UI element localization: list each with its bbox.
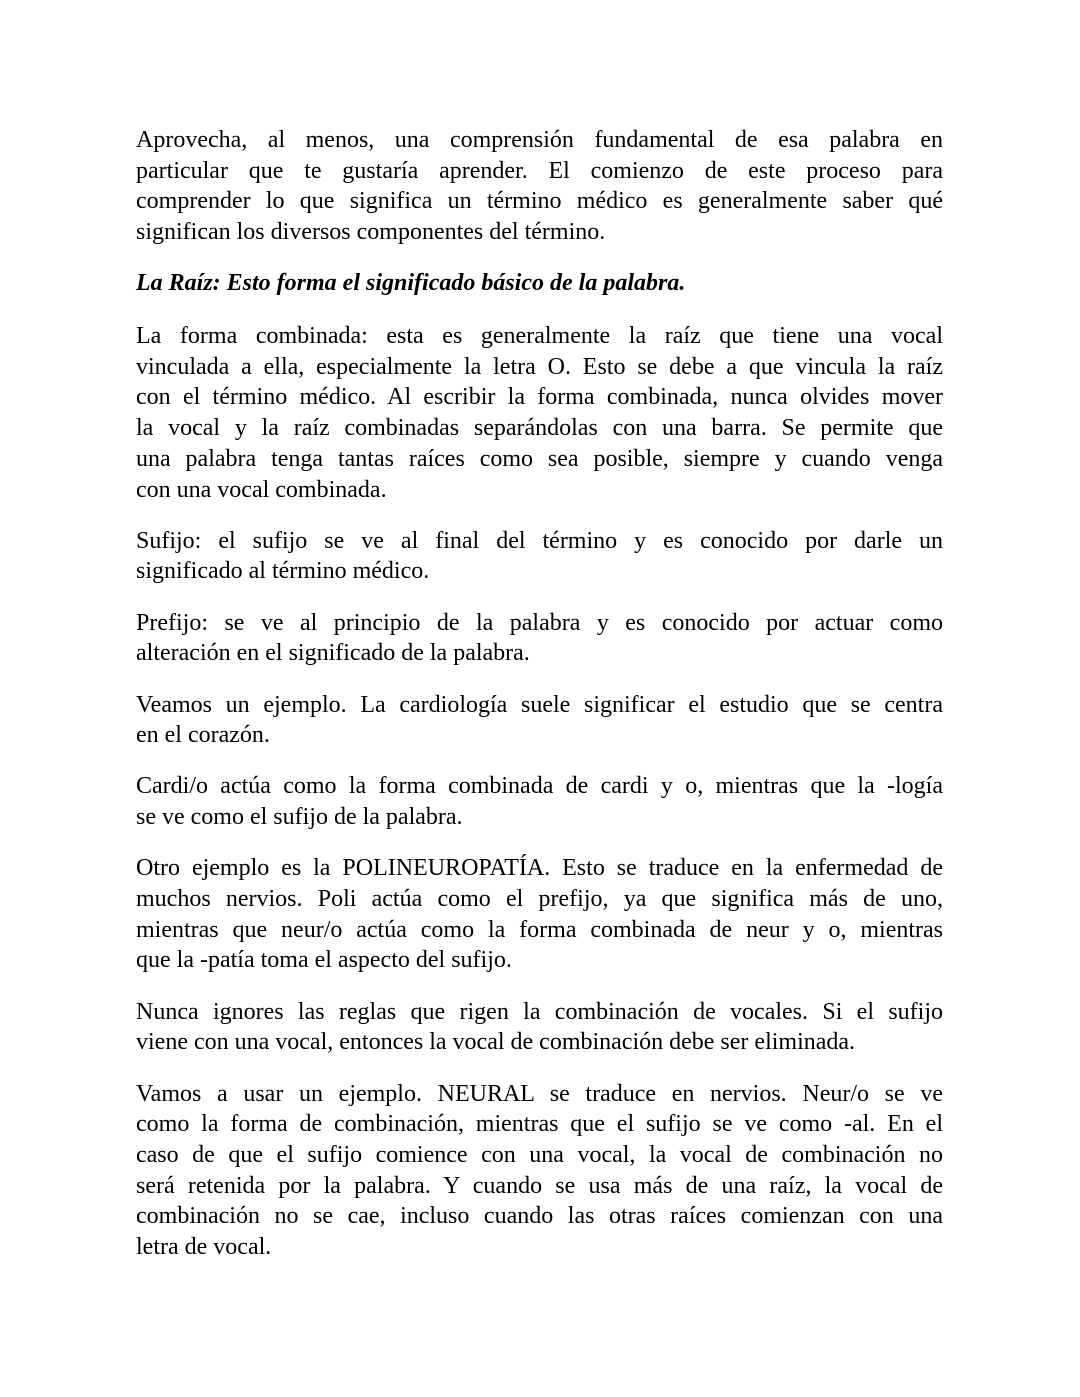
paragraph	[136, 526, 943, 587]
text-line: la vocal y la raíz combinadas separándolas con una barra. Se permite que	[136, 415, 943, 442]
text-line: Nunca ignores las reglas que rigen la combinación de vocales. Si el sufijo	[136, 998, 943, 1025]
text-line: La forma combinada: esta es generalmente la raíz que tiene una vocal	[136, 323, 943, 350]
text-line: Sufijo: el sufijo se ve al final del término y es conocido por darle un	[136, 527, 943, 554]
text-line: Aprovecha, al menos, una comprensión fundamental de esa palabra en	[136, 127, 943, 153]
text-line: combinación no se cae, incluso cuando las otras raíces comienzan con una	[136, 1203, 943, 1230]
paragraph	[136, 690, 943, 751]
text-line: particular que te gustaría aprender. El comienzo de este proceso para	[136, 157, 943, 184]
paragraph	[136, 1079, 943, 1263]
text-line: alteración en el significado de la palabra.	[136, 640, 530, 667]
text-line: Vamos a usar un ejemplo. NEURAL se traduce en nervios. Neur/o se ve	[136, 1080, 943, 1107]
text-line: viene con una vocal, entonces la vocal de combinación debe ser eliminada.	[136, 1029, 856, 1056]
section-heading	[136, 268, 943, 299]
text-line: con el término médico. Al escribir la forma combinada, nunca olvides mover	[136, 384, 943, 411]
text-line: Prefijo: se ve al principio de la palabra y es conocido por actuar como	[136, 609, 943, 636]
text-line: letra de vocal.	[136, 1234, 272, 1261]
text-line: en el corazón.	[136, 722, 270, 749]
text-line: significan los diversos componentes del término.	[136, 219, 606, 246]
paragraph	[136, 321, 943, 505]
text-line: con una vocal combinada.	[136, 476, 387, 503]
text-line: mientras que neur/o actúa como la forma combinada de neur y o, mientras	[136, 916, 943, 943]
text-line: Otro ejemplo es la POLINEUROPATÍA. Esto se traduce en la enfermedad de	[136, 855, 943, 882]
text-line: como la forma de combinación, mientras que el sufijo se ve como -al. En el	[136, 1111, 943, 1138]
text-line: vinculada a ella, especialmente la letra O. Esto se debe a que vincula la raíz	[136, 353, 943, 380]
paragraph	[136, 771, 943, 832]
paragraph	[136, 997, 943, 1058]
text-line: será retenida por la palabra. Y cuando se usa más de una raíz, la vocal de	[136, 1172, 943, 1199]
text-line: significado al término médico.	[136, 558, 430, 585]
text-line: muchos nervios. Poli actúa como el prefijo, ya que significa más de uno,	[136, 886, 943, 913]
paragraph	[136, 608, 943, 669]
text-line: que la -patía toma el aspecto del sufijo.	[136, 947, 512, 974]
paragraph	[136, 853, 943, 976]
text-line: Veamos un ejemplo. La cardiología suele significar el estudio que se centra	[136, 691, 943, 718]
text-line: se ve como el sufijo de la palabra.	[136, 804, 463, 831]
text-line: una palabra tenga tantas raíces como sea posible, siempre y cuando venga	[136, 445, 943, 472]
paragraph	[136, 125, 943, 248]
document-page	[136, 125, 943, 1283]
text-line: caso de que el sufijo comience con una vocal, la vocal de combinación no	[136, 1141, 943, 1168]
text-line: La Raíz: Esto forma el significado básico de la palabra.	[136, 270, 686, 297]
text-line: comprender lo que significa un término médico es generalmente saber qué	[136, 188, 943, 215]
text-line: Cardi/o actúa como la forma combinada de cardi y o, mientras que la -logía	[136, 773, 943, 800]
